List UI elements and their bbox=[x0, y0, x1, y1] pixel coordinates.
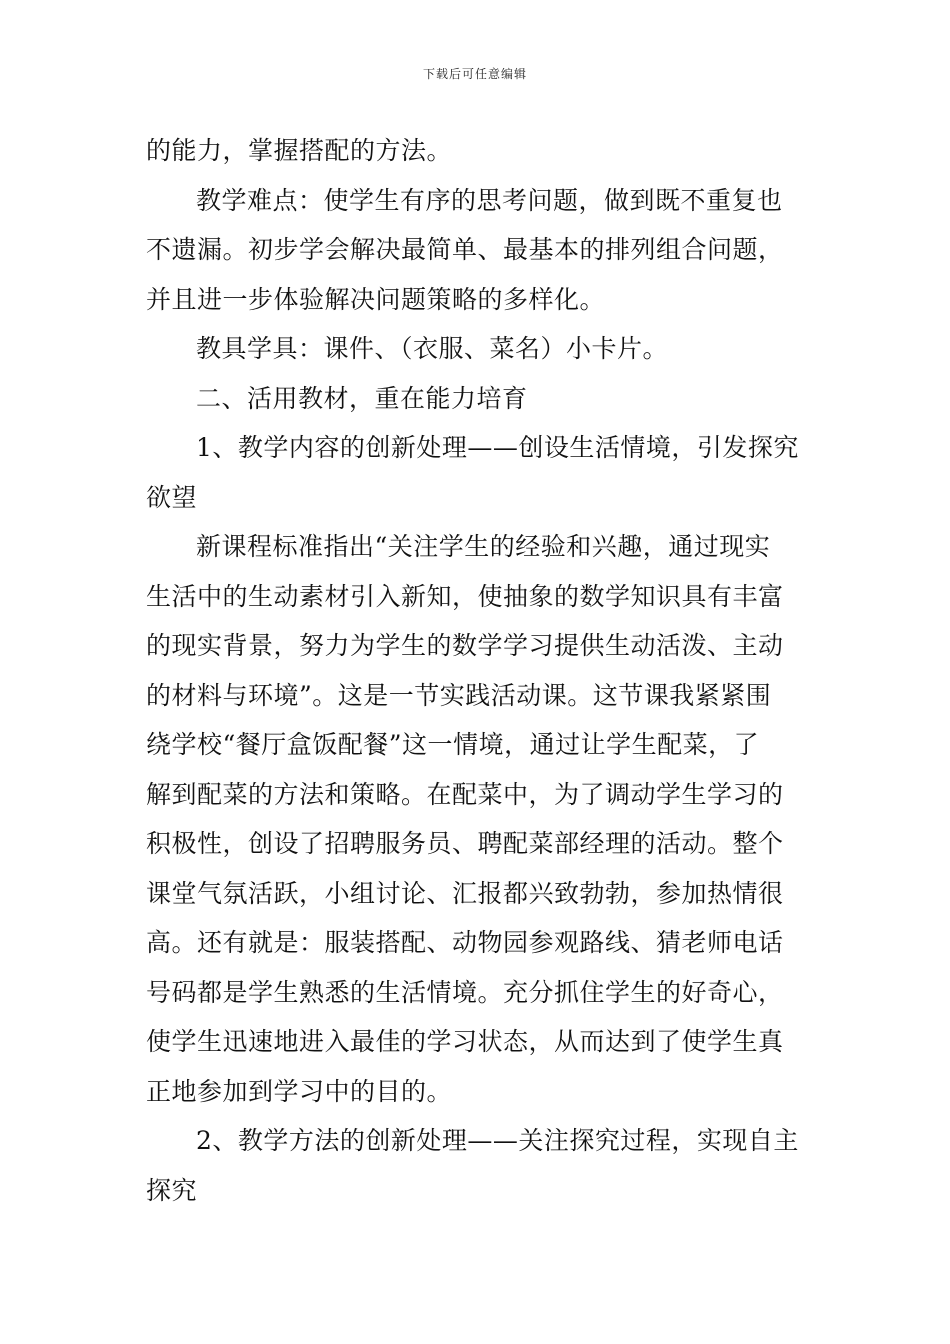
text-line: 课堂气氛活跃，小组讨论、汇报都兴致勃勃，参加热情很 bbox=[146, 878, 784, 908]
text-line: 教学难点：使学生有序的思考问题，做到既不重复也 bbox=[196, 185, 783, 215]
text-line: 积极性，创设了招聘服务员、聘配菜部经理的活动。整个 bbox=[146, 829, 784, 858]
text-line: 的现实背景，努力为学生的数学学习提供生动活泼、主动 bbox=[146, 631, 784, 660]
text-line: 绕学校“餐厅盒饭配餐”这一情境，通过让学生配菜，了 bbox=[146, 730, 760, 759]
subsection-heading: 1、教学内容的创新处理——创设生活情境，引发探究 bbox=[196, 433, 799, 462]
text-line: 高。还有就是：服装搭配、动物园参观路线、猜老师电话 bbox=[146, 928, 784, 957]
text-line: 新课程标准指出“关注学生的经验和兴趣，通过现实 bbox=[196, 532, 771, 561]
subsection-heading-cont: 欲望 bbox=[146, 482, 198, 512]
text-line: 并且进一步体验解决问题策略的多样化。 bbox=[146, 284, 606, 314]
section-heading: 二、活用教材，重在能力培育 bbox=[196, 383, 528, 413]
text-line: 教具学具：课件、（衣服、菜名）小卡片。 bbox=[196, 334, 669, 363]
text-line: 解到配菜的方法和策略。在配菜中，为了调动学生学习的 bbox=[146, 779, 784, 809]
document-body bbox=[146, 126, 806, 1215]
text-line: 号码都是学生熟悉的生活情境。充分抓住学生的好奇心， bbox=[146, 977, 784, 1007]
text-line: 的材料与环境”。这是一节实践活动课。这节课我紧紧围 bbox=[146, 680, 772, 710]
text-line: 不遗漏。初步学会解决最简单、最基本的排列组合问题， bbox=[146, 235, 784, 264]
text-line: 的能力，掌握搭配的方法。 bbox=[146, 136, 453, 165]
text-line: 生活中的生动素材引入新知，使抽象的数学知识具有丰富 bbox=[146, 581, 784, 611]
subsection-heading-cont: 探究 bbox=[146, 1175, 198, 1205]
page-header: 下载后可任意编辑 bbox=[422, 67, 527, 81]
text-line: 正地参加到学习中的目的。 bbox=[146, 1076, 453, 1106]
text-line: 使学生迅速地进入最佳的学习状态，从而达到了使学生真 bbox=[146, 1027, 784, 1056]
subsection-heading: 2、教学方法的创新处理——关注探究过程，实现自主 bbox=[196, 1126, 799, 1155]
